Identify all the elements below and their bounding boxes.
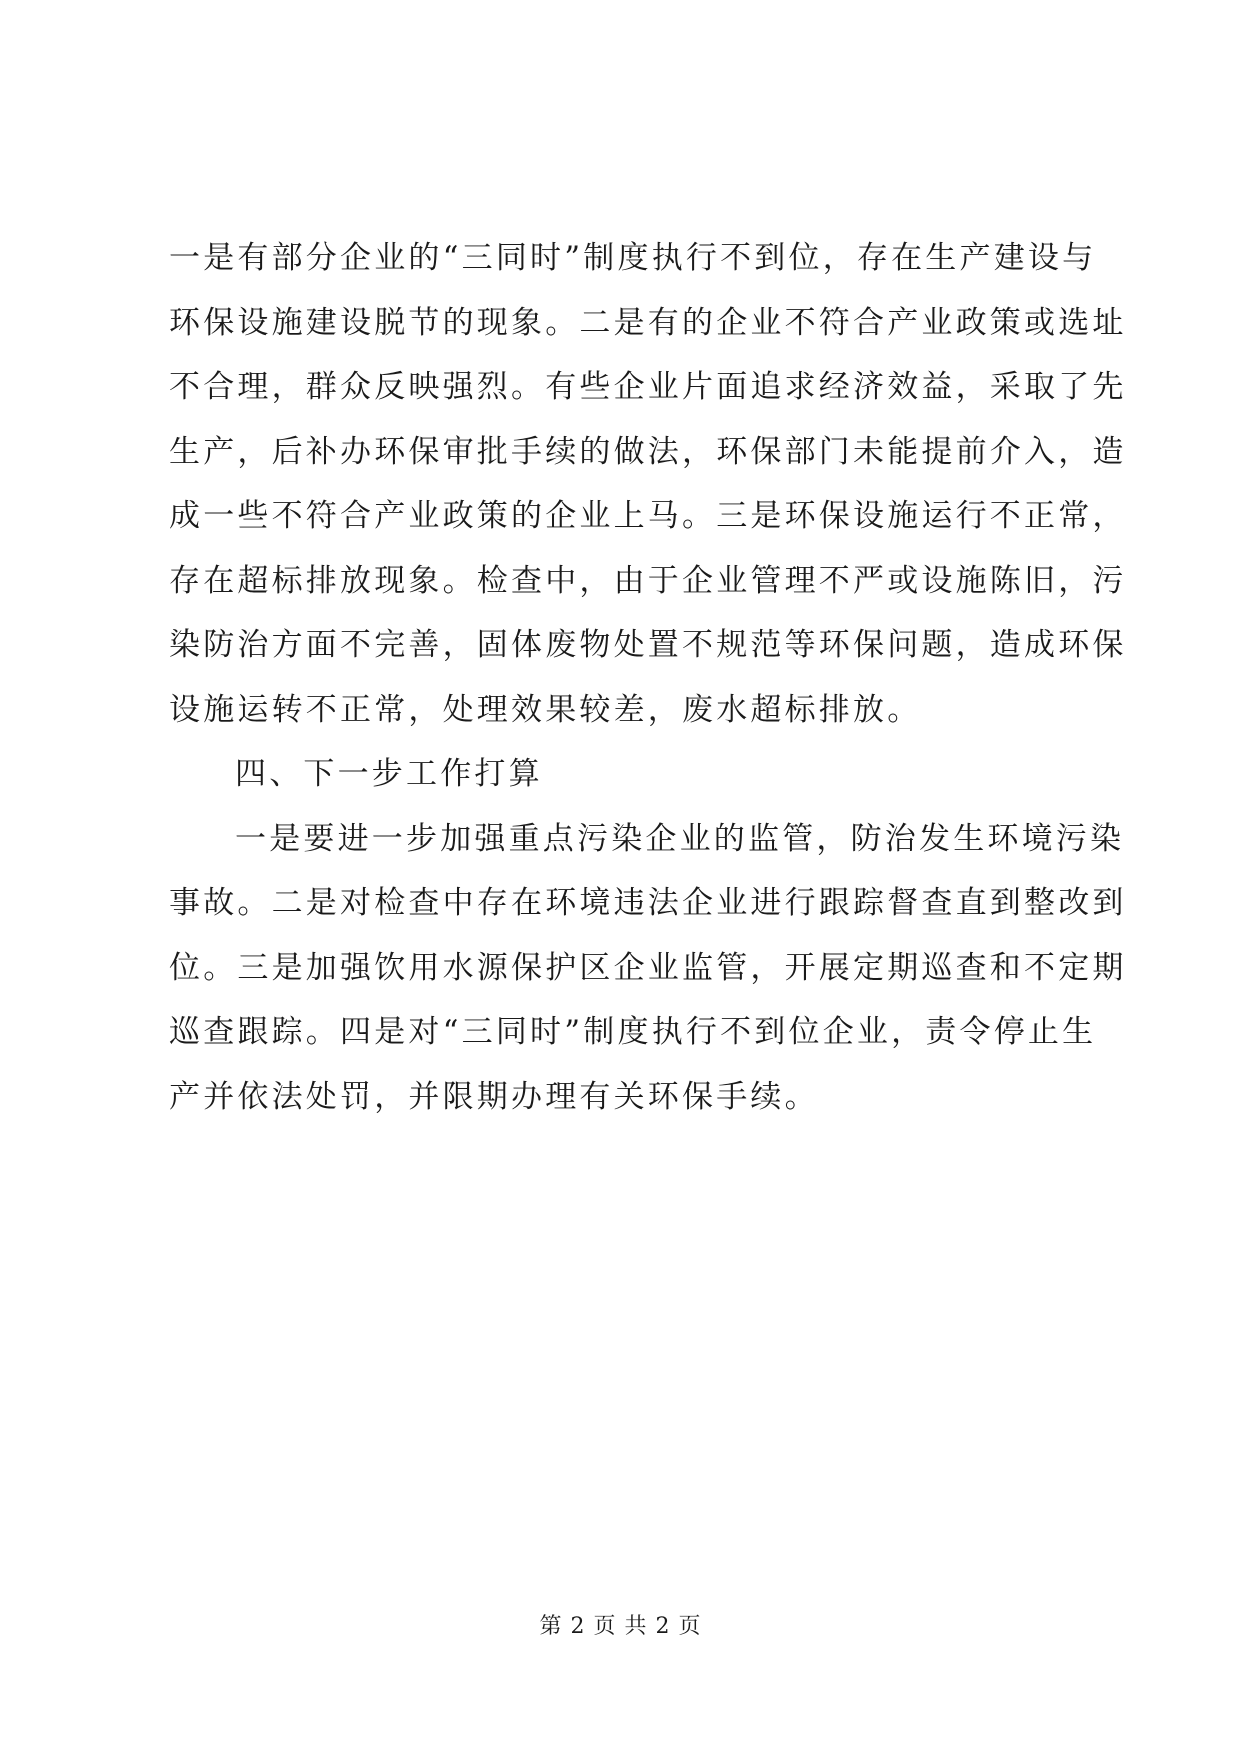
text-line: 一是有部分企业的“三同时”制度执行不到位，存在生产建设与 xyxy=(169,240,1097,276)
text-line: 染防治方面不完善，固体废物处置不规范等环保问题，造成环保 xyxy=(169,627,1127,663)
document-body xyxy=(169,226,1127,1129)
text-line: 设施运转不正常，处理效果较差，废水超标排放。 xyxy=(169,691,922,728)
text-line: 一是要进一步加强重点污染企业的监管，防治发生环境污染 xyxy=(235,820,1125,857)
text-line: 成一些不符合产业政策的企业上马。三是环保设施运行不正常， xyxy=(169,498,1127,534)
section-heading: 四、下一步工作打算 xyxy=(235,756,543,792)
page-number-footer: 第 2 页 共 2 页 xyxy=(539,1614,702,1639)
text-line: 巡查跟踪。四是对“三同时”制度执行不到位企业，责令停止生 xyxy=(169,1014,1097,1050)
text-line: 产并依法处罚，并限期办理有关环保手续。 xyxy=(169,1078,819,1115)
text-line: 存在超标排放现象。检查中，由于企业管理不严或设施陈旧，污 xyxy=(169,562,1127,599)
text-line: 事故。二是对检查中存在环境违法企业进行跟踪督查直到整改到 xyxy=(169,885,1127,921)
text-line: 环保设施建设脱节的现象。二是有的企业不符合产业政策或选址 xyxy=(169,304,1127,341)
text-line: 位。三是加强饮用水源保护区企业监管，开展定期巡查和不定期 xyxy=(169,949,1127,986)
text-line: 不合理，群众反映强烈。有些企业片面追求经济效益，采取了先 xyxy=(169,369,1127,405)
text-line: 生产，后补办环保审批手续的做法，环保部门未能提前介入，造 xyxy=(169,433,1127,470)
